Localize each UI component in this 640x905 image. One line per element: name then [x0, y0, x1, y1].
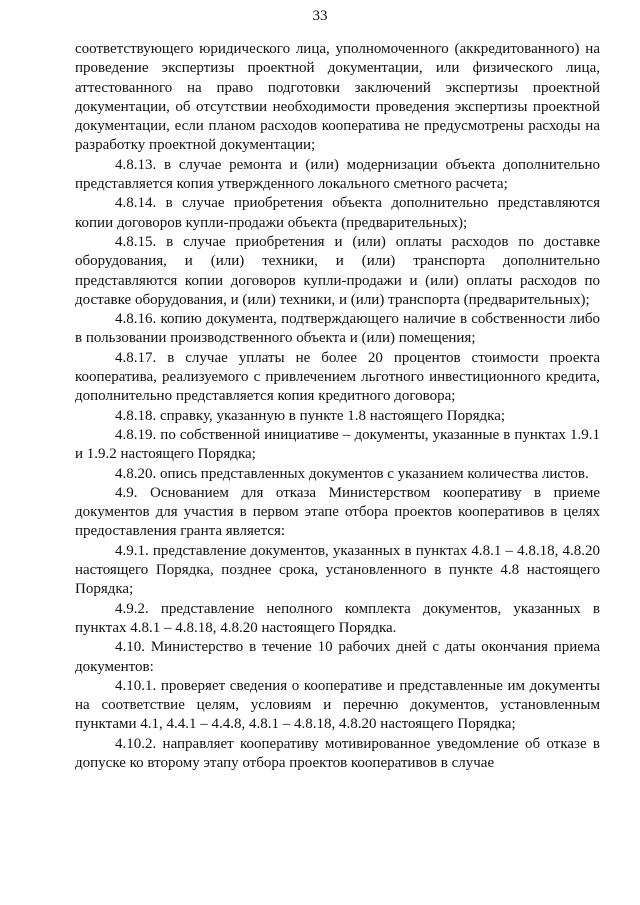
document-body: [75, 40, 600, 773]
paragraph-4-8-15: 4.8.15. в случае приобретения и (или) оплаты расходов по доставке оборудования, и (или) техники, и (или) транспорта дополнительно представляются копии договоров купли-продажи и (или) оплаты расходов по доставке оборудования, и (или) техники, и (или) транспорта (предварительных);: [75, 233, 600, 308]
paragraph-4-8-13: 4.8.13. в случае ремонта и (или) модернизации объекта дополнительно представляется копия утвержденного локального сметного расчета;: [75, 156, 600, 193]
paragraph-4-8-17: 4.8.17. в случае уплаты не более 20 процентов стоимости проекта кооператива, реализуемого с привлечением льготного инвестиционного кредита, дополнительно представляется копия кредитного договора;: [75, 349, 600, 405]
paragraph-4-9-1: 4.9.1. представление документов, указанных в пунктах 4.8.1 – 4.8.18, 4.8.20 настоящего Порядка, позднее срока, установленного в пункте 4.8 настоящего Порядка;: [75, 542, 600, 598]
paragraph-4-10-1: 4.10.1. проверяет сведения о кооперативе и представленные им документы на соответствие целям, условиям и перечню документов, установленным пунктами 4.1, 4.4.1 – 4.4.8, 4.8.1 – 4.8.18, 4.8.20 настоящего Порядка;: [75, 677, 600, 733]
paragraph-4-8-14: 4.8.14. в случае приобретения объекта дополнительно представляются копии договоров купли-продажи объекта (предварительных);: [75, 195, 600, 231]
paragraph-4-8-18: 4.8.18. справку, указанную в пункте 1.8 настоящего Порядка;: [115, 407, 506, 424]
paragraph-continuation: соответствующего юридического лица, уполномоченного (аккредитованного) на проведение экспертизы проектной документации, или физического лица, аттестованного на право подготовки заключений экспертизы проектной документации, об отсутствии необходимости проведения экспертизы проектной документации, если планом расходов кооператива не предусмотрены расходы на разработку проектной документации;: [75, 41, 600, 154]
paragraph-4-10-2: 4.10.2. направляет кооперативу мотивированное уведомление об отказе в допуске ко второму этапу отбора проектов кооперативов в случае: [75, 735, 600, 771]
paragraph-4-9: 4.9. Основанием для отказа Министерством кооперативу в приеме документов для участия в первом этапе отбора проектов кооперативов в целях предоставления гранта является:: [75, 484, 600, 540]
paragraph-4-8-20: 4.8.20. опись представленных документов с указанием количества листов.: [115, 465, 589, 482]
paragraph-4-10: 4.10. Министерство в течение 10 рабочих дней с даты окончания приема документов:: [75, 639, 600, 675]
paragraph-4-8-19: 4.8.19. по собственной инициативе – документы, указанные в пунктах 1.9.1 и 1.9.2 настоящего Порядка;: [75, 426, 600, 463]
page-number: 33: [312, 8, 328, 24]
paragraph-4-9-2: 4.9.2. представление неполного комплекта документов, указанных в пунктах 4.8.1 – 4.8.18, 4.8.20 настоящего Порядка.: [75, 600, 600, 636]
paragraph-4-8-16: 4.8.16. копию документа, подтверждающего наличие в собственности либо в пользовании производственного объекта и (или) помещения;: [75, 311, 600, 347]
